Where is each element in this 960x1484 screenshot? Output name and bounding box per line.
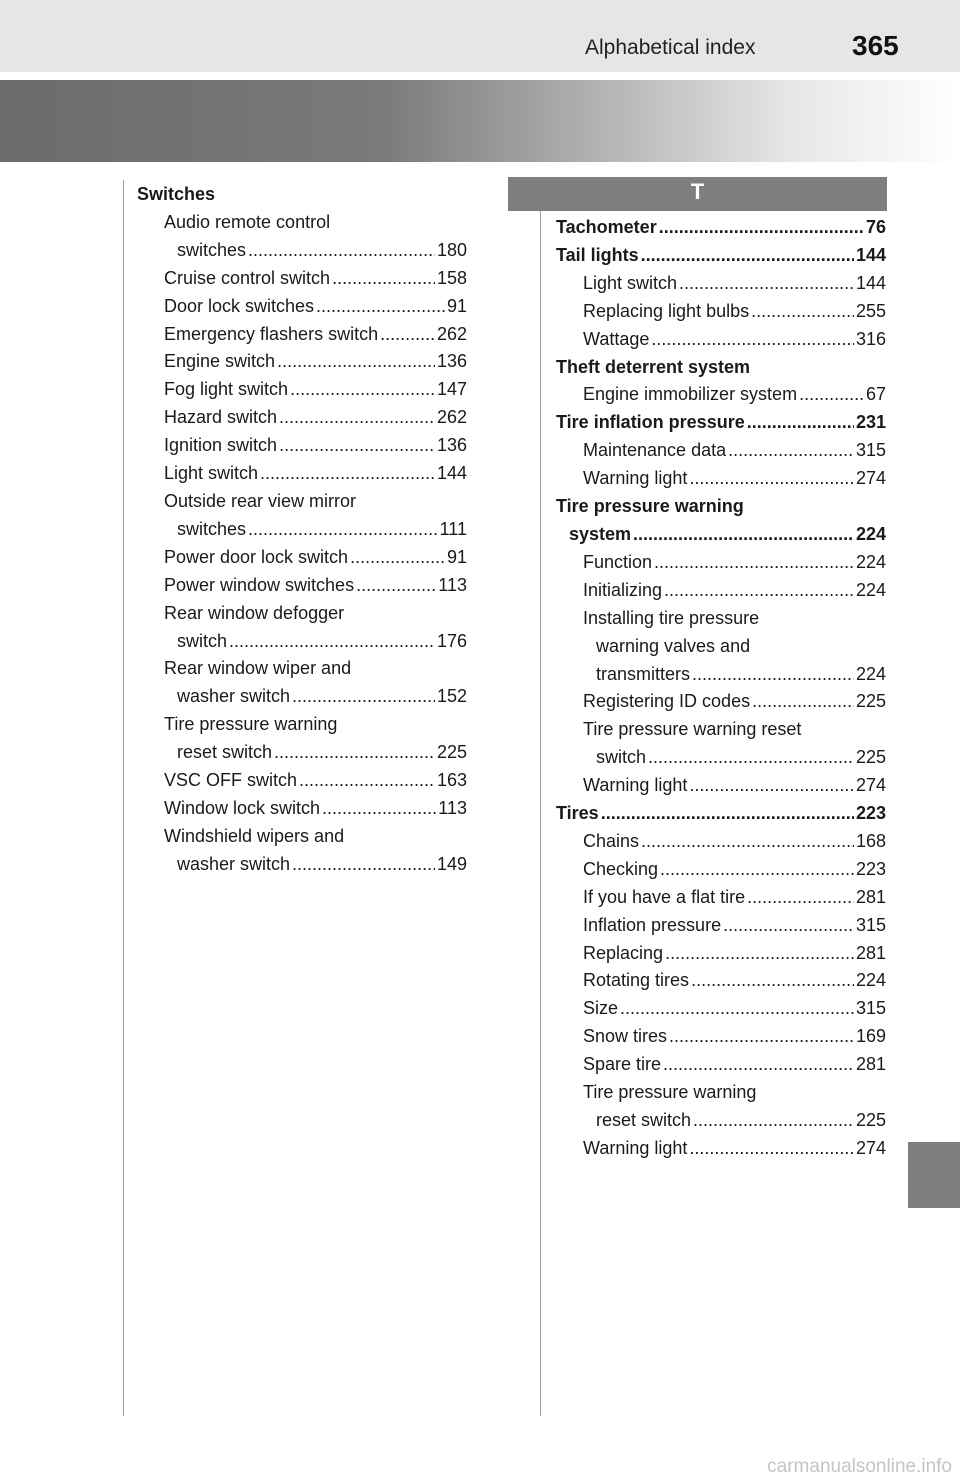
entry-page-number: 274 <box>855 468 886 489</box>
index-entry <box>556 493 886 521</box>
entry-page-number: 225 <box>436 742 467 763</box>
entry-page-number: 180 <box>436 239 467 260</box>
entry-page-number: 225 <box>855 747 886 768</box>
entry-page-number: 281 <box>855 1054 886 1075</box>
entry-page-number: 223 <box>855 803 886 824</box>
index-entry <box>556 772 886 800</box>
dot-leader <box>728 437 854 465</box>
entry-term: reset switch <box>177 742 273 763</box>
index-entry <box>137 321 467 349</box>
index-entry <box>137 739 467 767</box>
dot-leader <box>290 376 435 404</box>
index-entry <box>556 465 886 493</box>
entry-page-number: 262 <box>436 323 467 344</box>
index-entry <box>556 800 886 828</box>
entry-term: Installing tire pressure <box>583 607 760 628</box>
dot-leader <box>747 884 854 912</box>
entry-page-number: 262 <box>436 407 467 428</box>
index-entry <box>137 209 467 237</box>
index-column-right <box>556 214 886 1163</box>
entry-page-number: 224 <box>855 970 886 991</box>
entry-term: Tire pressure warning <box>556 496 744 517</box>
entry-page-number: 225 <box>855 1110 886 1130</box>
entry-term: Tire pressure warning reset <box>583 719 802 740</box>
dot-leader <box>299 767 435 795</box>
dot-leader <box>356 572 436 600</box>
entry-page-number: 315 <box>855 440 886 461</box>
dot-leader <box>689 772 854 800</box>
dot-leader <box>651 326 854 354</box>
entry-page-number: 224 <box>855 579 886 600</box>
index-entry <box>556 242 886 270</box>
dot-leader <box>260 460 435 488</box>
entry-term: Registering ID codes <box>583 691 751 712</box>
dot-leader <box>350 544 445 572</box>
header-bar <box>0 0 960 72</box>
index-entry <box>137 404 467 432</box>
index-entry <box>556 1135 886 1163</box>
index-entry <box>137 544 467 572</box>
index-entry <box>556 828 886 856</box>
entry-term: Power door lock switch <box>164 546 349 567</box>
index-entry <box>556 1107 886 1135</box>
entry-term: Audio remote control <box>164 211 331 232</box>
entry-term: Theft deterrent system <box>556 356 751 377</box>
entry-term: If you have a flat tire <box>583 886 746 907</box>
index-entry <box>137 432 467 460</box>
index-entry <box>137 293 467 321</box>
dot-leader <box>316 293 445 321</box>
dot-leader <box>751 298 854 326</box>
entry-term: Tires <box>556 803 599 824</box>
entry-page-number: 147 <box>436 379 467 400</box>
entry-term: Inflation pressure <box>583 914 722 935</box>
entry-page-number: 91 <box>446 295 467 316</box>
entry-term: system <box>569 523 632 544</box>
entry-term: switches <box>177 239 247 260</box>
entry-term: VSC OFF switch <box>164 770 298 791</box>
entry-term: Initializing <box>583 579 663 600</box>
entry-term: reset switch <box>596 1110 692 1130</box>
entry-page-number: 168 <box>855 830 886 851</box>
dot-leader <box>279 432 435 460</box>
entry-page-number: 91 <box>446 546 467 567</box>
index-entry <box>556 884 886 912</box>
entry-term: Switches <box>137 184 216 204</box>
index-entry <box>556 856 886 884</box>
entry-page-number: 169 <box>855 1026 886 1047</box>
section-title: Alphabetical index <box>585 36 756 59</box>
index-entry <box>137 683 467 711</box>
index-entry <box>556 688 886 716</box>
entry-page-number: 76 <box>865 217 886 237</box>
entry-term: Cruise control switch <box>164 267 331 288</box>
entry-page-number: 144 <box>855 272 886 293</box>
dot-leader <box>692 661 854 689</box>
entry-term: Hazard switch <box>164 407 278 428</box>
index-entry <box>137 265 467 293</box>
entry-term: Ignition switch <box>164 435 278 456</box>
left-column-rule <box>123 180 124 1416</box>
entry-term: Rotating tires <box>583 970 690 991</box>
index-entry <box>556 995 886 1023</box>
dot-leader <box>659 214 864 242</box>
entry-term: Engine immobilizer system <box>583 384 798 405</box>
index-entry <box>556 298 886 326</box>
entry-page-number: 255 <box>855 300 886 321</box>
entry-page-number: 225 <box>855 691 886 712</box>
entry-term: Emergency flashers switch <box>164 323 379 344</box>
entry-term: washer switch <box>177 686 291 707</box>
entry-term: Rear window wiper and <box>164 658 352 679</box>
index-entry <box>137 711 467 739</box>
dot-leader <box>648 744 854 772</box>
index-entry <box>137 655 467 683</box>
entry-term: Tire pressure warning <box>583 1082 757 1103</box>
entry-term: Maintenance data <box>583 440 727 461</box>
entry-term: Warning light <box>583 775 688 796</box>
entry-term: switches <box>177 518 247 539</box>
index-entry <box>556 549 886 577</box>
entry-page-number: 274 <box>855 1137 886 1158</box>
entry-page-number: 158 <box>436 267 467 288</box>
entry-term: Chains <box>583 830 640 851</box>
index-entry <box>556 633 886 661</box>
index-entry <box>556 940 886 968</box>
index-entry <box>556 1079 886 1107</box>
index-entry <box>137 572 467 600</box>
entry-term: switch <box>177 630 228 651</box>
right-column-rule <box>540 180 541 1416</box>
entry-page-number: 152 <box>436 686 467 707</box>
index-entry <box>556 744 886 772</box>
entry-page-number: 281 <box>855 886 886 907</box>
entry-page-number: 163 <box>436 770 467 791</box>
index-entry <box>137 376 467 404</box>
dot-leader <box>229 628 435 656</box>
dot-leader <box>279 404 435 432</box>
entry-term: Outside rear view mirror <box>164 490 357 511</box>
index-entry <box>137 237 467 265</box>
dot-leader <box>747 409 854 437</box>
dot-leader <box>665 940 854 968</box>
entry-term: Engine switch <box>164 351 276 372</box>
index-entry <box>137 488 467 516</box>
entry-term: Warning light <box>583 468 688 489</box>
entry-term: Snow tires <box>583 1026 668 1047</box>
entry-page-number: 224 <box>855 523 886 544</box>
entry-page-number: 316 <box>855 328 886 349</box>
index-entry <box>137 348 467 376</box>
index-entry <box>137 516 467 544</box>
entry-page-number: 281 <box>855 942 886 963</box>
index-entry <box>137 628 467 656</box>
entry-term: Rear window defogger <box>164 602 345 623</box>
index-entry <box>137 823 467 851</box>
entry-page-number: 113 <box>438 797 467 818</box>
index-entry <box>556 605 886 633</box>
entry-page-number: 111 <box>439 518 467 539</box>
index-entry <box>556 409 886 437</box>
dot-leader <box>620 995 854 1023</box>
dot-leader <box>691 967 854 995</box>
entry-term: Replacing light bulbs <box>583 300 750 321</box>
index-entry <box>137 767 467 795</box>
dot-leader <box>654 549 854 577</box>
dot-leader <box>752 688 854 716</box>
entry-page-number: 149 <box>436 853 467 874</box>
entry-term: switch <box>596 747 647 768</box>
dot-leader <box>274 739 435 767</box>
index-entry <box>556 270 886 298</box>
entry-term: Tire pressure warning <box>164 714 338 735</box>
dot-leader <box>380 321 435 349</box>
entry-page-number: 315 <box>855 998 886 1019</box>
entry-term: warning valves and <box>596 635 751 656</box>
dot-leader <box>679 270 854 298</box>
dot-leader <box>332 265 435 293</box>
entry-term: Fog light switch <box>164 379 289 400</box>
entry-term: Replacing <box>583 942 664 963</box>
entry-page-number: 315 <box>855 914 886 935</box>
index-entry <box>137 600 467 628</box>
entry-term: Light switch <box>164 463 259 484</box>
entry-page-number: 136 <box>436 351 467 372</box>
index-entry <box>556 437 886 465</box>
index-entry <box>137 795 467 823</box>
entry-term: Tire inflation pressure <box>556 412 745 433</box>
entry-page-number: 144 <box>436 463 467 484</box>
index-entry <box>556 912 886 940</box>
dot-leader <box>633 521 854 549</box>
entry-page-number: 274 <box>855 775 886 796</box>
index-entry <box>556 354 886 382</box>
dot-leader <box>322 795 436 823</box>
entry-term: Light switch <box>583 272 678 293</box>
index-entry <box>556 381 886 409</box>
dot-leader <box>641 828 854 856</box>
entry-term: Wattage <box>583 328 650 349</box>
dot-leader <box>689 1135 854 1163</box>
watermark: carmanualsonline.info <box>767 1456 952 1477</box>
entry-term: Power window switches <box>164 574 355 595</box>
index-entry <box>137 460 467 488</box>
entry-term: Function <box>583 551 653 572</box>
entry-page-number: 223 <box>855 858 886 879</box>
index-entry <box>556 326 886 354</box>
dot-leader <box>277 348 435 376</box>
dot-leader <box>664 577 854 605</box>
entry-page-number: 67 <box>865 384 886 405</box>
gradient-banner <box>0 80 960 162</box>
index-entry <box>556 716 886 744</box>
entry-term: washer switch <box>177 853 291 874</box>
entry-page-number: 231 <box>855 412 886 433</box>
entry-term: Size <box>583 998 619 1019</box>
index-entry <box>556 661 886 689</box>
entry-term: Windshield wipers and <box>164 825 345 846</box>
entry-page-number: 176 <box>436 630 467 651</box>
dot-leader <box>292 683 435 711</box>
entry-term: Tail lights <box>556 244 639 265</box>
letter-heading-t: T <box>508 177 887 211</box>
dot-leader <box>799 381 864 409</box>
index-entry <box>556 1023 886 1051</box>
page-number: 365 <box>852 30 899 61</box>
dot-leader <box>641 242 854 270</box>
index-entry <box>556 577 886 605</box>
dot-leader <box>601 800 854 828</box>
entry-page-number: 136 <box>436 435 467 456</box>
entry-term: Tachometer <box>556 217 657 237</box>
index-entry <box>556 214 886 242</box>
entry-term: Spare tire <box>583 1054 662 1075</box>
index-entry <box>137 181 467 209</box>
index-entry <box>556 967 886 995</box>
entry-term: Checking <box>583 858 659 879</box>
dot-leader <box>248 516 438 544</box>
entry-page-number: 224 <box>855 663 886 684</box>
entry-page-number: 113 <box>438 574 467 595</box>
dot-leader <box>669 1023 854 1051</box>
dot-leader <box>663 1051 854 1079</box>
entry-term: transmitters <box>596 663 691 684</box>
dot-leader <box>248 237 435 265</box>
dot-leader <box>292 851 435 879</box>
dot-leader <box>693 1107 854 1135</box>
section-thumb-tab <box>908 1142 960 1208</box>
index-entry <box>137 851 467 879</box>
dot-leader <box>660 856 854 884</box>
index-entry <box>556 1051 886 1079</box>
entry-page-number: 144 <box>855 244 886 265</box>
entry-term: Door lock switches <box>164 295 315 316</box>
index-column-left <box>137 181 467 879</box>
entry-term: Warning light <box>583 1137 688 1158</box>
dot-leader <box>723 912 854 940</box>
index-entry <box>556 521 886 549</box>
dot-leader <box>689 465 854 493</box>
entry-page-number: 224 <box>855 551 886 572</box>
entry-term: Window lock switch <box>164 797 321 818</box>
